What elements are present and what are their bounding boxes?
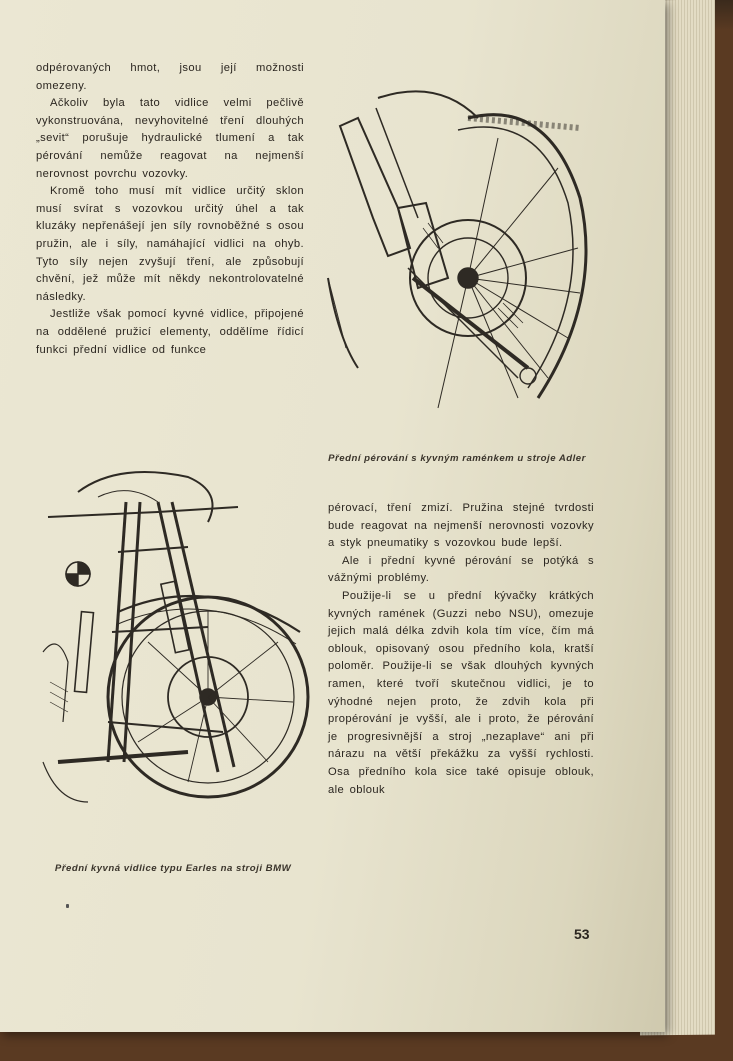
adler-caption: Přední pérování s kyvným raménkem u stroje Adler	[328, 453, 586, 464]
paragraph: Ačkoliv byla tato vidlice velmi pečlivě vykonstruována, nevyhovitelné tření dlouhých „sevit“ porušuje hydraulické tlumení a tak pérování nemůže reagovat na nejmenší nerovnost povrchu vozovky.	[36, 97, 304, 180]
paragraph: odpérovaných hmot, jsou její možnosti omezeny.	[36, 62, 304, 92]
paragraph: pérovací, tření zmizí. Pružina stejné tvrdosti bude reagovat na nejmenší nerovnosti vozovky a styk pneumatiky s vozovkou bude lepší.	[328, 502, 594, 550]
page-number: 53	[574, 926, 590, 942]
paragraph: Kromě toho musí mít vidlice určitý sklon musí svírat s vozovkou určitý úhel a tak kluzáky nepřenášejí jen síly rovnoběžné s osou pružin, ale i síly, namáhající vidlici na ohyb. Tyto síly nejen zvyšují tření, ale způsobují chvění, jež může mít někdy nekontrolovatelné následky.	[36, 185, 304, 303]
paragraph: Jestliže však pomocí kyvné vidlice, připojené na oddělené pružicí elementy, oddělíme řídicí funkci přední vidlice od funkce	[36, 308, 304, 356]
adler-suspension-illustration	[318, 78, 598, 448]
paragraph: Použije-li se u přední kývačky krátkých kyvných ramének (Guzzi nebo NSU), omezuje jejich malá délka zdvih kola tím více, čím má oblouk, opisovaný osou předního kola, kratší poloměr. Použije-li se však dlouhých kyvných ramen, které tvoří skutečnou vidlici, je to výhodné nejen proto, že zdvih kola při propérování je vyšší, ale i proto, že pérování je progresivnější a stroj „nezaplave“ ani při nárazu na větší překážku za vyšší rychlosti. Osa předního kola sice také opisuje oblouk, ale oblouk	[328, 589, 594, 796]
bmw-roundel-logo	[66, 562, 90, 586]
bmw-earles-fork-illustration	[38, 462, 310, 858]
ink-speck	[66, 904, 69, 908]
paragraph: Ale i přední kyvné pérování se potýká s vážnými problémy.	[328, 554, 594, 585]
right-column-text	[328, 500, 594, 799]
left-column-text	[36, 60, 304, 359]
bmw-caption: Přední kyvná vidlice typu Earles na stroji BMW	[54, 863, 292, 874]
